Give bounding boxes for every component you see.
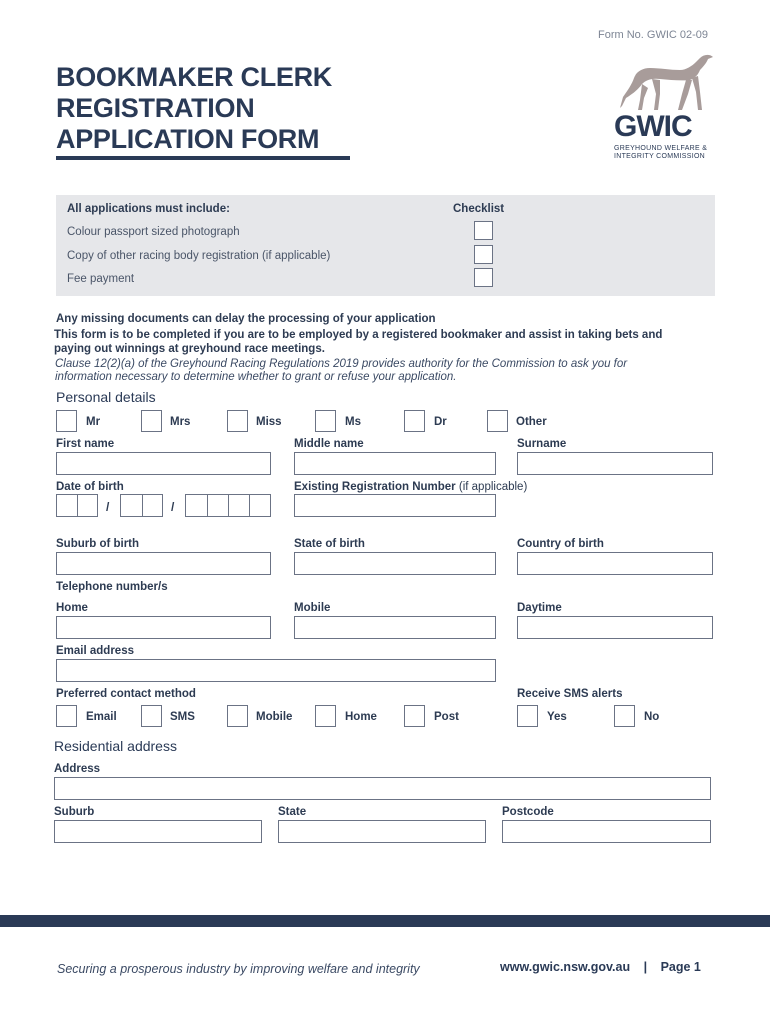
checklist-checkbox-photo[interactable] [474, 221, 493, 240]
title-label-mr: Mr [86, 416, 101, 428]
logo-subtitle: GREYHOUND WELFARE & INTEGRITY COMMISSION [614, 145, 708, 160]
checklist-item-fee: Fee payment [67, 273, 135, 285]
dob-year-field[interactable] [185, 494, 271, 517]
mobile-phone-label: Mobile [294, 602, 331, 614]
dob-separator: / [171, 500, 175, 514]
suburb-field[interactable] [54, 820, 262, 843]
state-label: State [278, 806, 307, 818]
checklist-item-racing-registration: Copy of other racing body registration (if applicable) [67, 250, 331, 262]
form-number: Form No. GWIC 02-09 [598, 29, 709, 41]
dob-day-field[interactable] [56, 494, 98, 517]
title-checkbox-mrs[interactable] [141, 410, 162, 432]
purpose-note: This form is to be completed if you are to be employed by a registered bookmaker and assist in taking bets and paying out winnings at greyhound race meetings. [54, 329, 663, 355]
contact-label-mobile: Mobile [256, 711, 293, 723]
contact-checkbox-post[interactable] [404, 705, 425, 727]
logo-wordmark: GWIC [614, 110, 692, 143]
preferred-contact-label: Preferred contact method [56, 688, 196, 700]
page-title [56, 62, 332, 155]
suburb-label: Suburb [54, 806, 95, 818]
title-label-mrs: Mrs [170, 416, 191, 428]
dob-separator: / [106, 500, 110, 514]
daytime-phone-label: Daytime [517, 602, 562, 614]
title-checkbox-other[interactable] [487, 410, 508, 432]
contact-checkbox-email[interactable] [56, 705, 77, 727]
page-number: Page 1 [660, 960, 701, 974]
contact-checkbox-home[interactable] [315, 705, 336, 727]
state-of-birth-field[interactable] [294, 552, 496, 575]
email-label: Email address [56, 645, 134, 657]
checklist-heading: All applications must include: [67, 203, 230, 215]
contact-label-sms: SMS [170, 711, 195, 723]
postcode-label: Postcode [502, 806, 554, 818]
title-line-1: BOOKMAKER CLERK [56, 62, 332, 92]
daytime-phone-field[interactable] [517, 616, 713, 639]
existing-registration-label: Existing Registration Number (if applicable) [294, 481, 528, 493]
suburb-of-birth-field[interactable] [56, 552, 271, 575]
surname-field[interactable] [517, 452, 713, 475]
sms-alerts-checkbox-no[interactable] [614, 705, 635, 727]
checklist-item-photo: Colour passport sized photograph [67, 226, 240, 238]
personal-details-heading: Personal details [56, 389, 156, 405]
footer-separator: | [643, 960, 648, 974]
footer-tagline: Securing a prosperous industry by improving welfare and integrity [57, 962, 420, 976]
contact-label-post: Post [434, 711, 459, 723]
title-label-other: Other [516, 416, 547, 428]
state-field[interactable] [278, 820, 486, 843]
suburb-of-birth-label: Suburb of birth [56, 538, 140, 550]
state-of-birth-label: State of birth [294, 538, 365, 550]
title-label-miss: Miss [256, 416, 282, 428]
clause-note: Clause 12(2)(a) of the Greyhound Racing Regulations 2019 provides authority for the Commission to ask you for information necessary to determine whether to grant or refuse your application. [55, 358, 628, 383]
footer-info [500, 960, 701, 974]
sms-alerts-label: Receive SMS alerts [517, 688, 623, 700]
home-phone-label: Home [56, 602, 88, 614]
checklist-checkbox-racing-registration[interactable] [474, 245, 493, 264]
contact-checkbox-sms[interactable] [141, 705, 162, 727]
footer-website-link[interactable]: www.gwic.nsw.gov.au [500, 960, 631, 974]
first-name-field[interactable] [56, 452, 271, 475]
address-field[interactable] [54, 777, 711, 800]
checklist-checkbox-fee[interactable] [474, 268, 493, 287]
title-label-ms: Ms [345, 416, 361, 428]
address-label: Address [54, 763, 101, 775]
greyhound-icon [612, 50, 716, 114]
email-field[interactable] [56, 659, 496, 682]
title-checkbox-ms[interactable] [315, 410, 336, 432]
title-line-3: APPLICATION FORM [56, 124, 320, 154]
sms-alerts-checkbox-yes[interactable] [517, 705, 538, 727]
telephone-label: Telephone number/s [56, 581, 168, 593]
first-name-label: First name [56, 438, 115, 450]
existing-registration-field[interactable] [294, 494, 496, 517]
sms-alerts-label-yes: Yes [547, 711, 567, 723]
title-checkbox-miss[interactable] [227, 410, 248, 432]
contact-label-home: Home [345, 711, 377, 723]
home-phone-field[interactable] [56, 616, 271, 639]
middle-name-label: Middle name [294, 438, 364, 450]
title-label-dr: Dr [434, 416, 447, 428]
mobile-phone-field[interactable] [294, 616, 496, 639]
checklist-column-label: Checklist [453, 203, 505, 215]
title-line-2: REGISTRATION [56, 93, 255, 123]
dob-month-field[interactable] [120, 494, 163, 517]
title-checkbox-dr[interactable] [404, 410, 425, 432]
sms-alerts-label-no: No [644, 711, 660, 723]
country-of-birth-field[interactable] [517, 552, 713, 575]
residential-address-heading: Residential address [54, 738, 177, 754]
footer-bar [0, 915, 770, 927]
contact-label-email: Email [86, 711, 117, 723]
surname-label: Surname [517, 438, 567, 450]
missing-documents-note: Any missing documents can delay the processing of your application [56, 313, 436, 325]
dob-label: Date of birth [56, 481, 124, 493]
country-of-birth-label: Country of birth [517, 538, 604, 550]
title-underline [56, 156, 350, 160]
middle-name-field[interactable] [294, 452, 496, 475]
postcode-field[interactable] [502, 820, 711, 843]
title-checkbox-mr[interactable] [56, 410, 77, 432]
contact-checkbox-mobile[interactable] [227, 705, 248, 727]
